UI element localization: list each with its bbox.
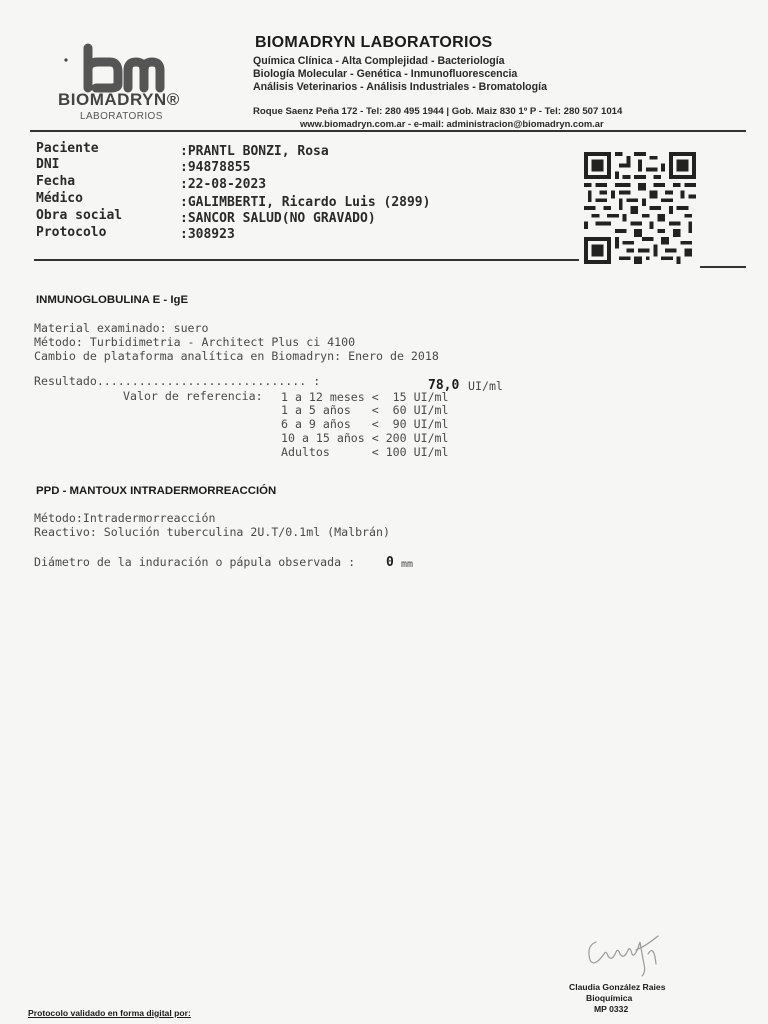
signer-license: MP 0332 [594,1004,629,1014]
dni-value: :94878855 [180,160,251,175]
ppd-diameter-unit: mm [401,559,414,570]
patient-value: :PRANTL BONZI, Rosa [180,144,329,159]
handwritten-signature [584,924,674,984]
ige-reference-title: Valor de referencia: [123,389,263,403]
ppd-diameter-label: Diámetro de la induración o pápula observada : [34,555,356,569]
ppd-method-line: Método:Intradermorreacción [34,511,216,525]
lab-name: BIOMADRYN LABORATORIOS [255,34,493,51]
ppd-section-title: PPD - MANTOUX INTRADERMORREACCIÓN [36,485,277,497]
services-line-3: Análisis Veterinarios - Análisis Industriales - Bromatología [253,81,547,93]
qr-code-icon [584,152,696,264]
doctor-label: Médico [36,191,83,206]
ige-material-line: Material examinado: suero [34,321,209,335]
patient-divider-short [700,266,746,268]
services-line-1: Química Clínica - Alta Complejidad - Bacteriología [253,55,505,67]
patient-divider [34,259,579,261]
dni-label: DNI [36,157,60,172]
logo-subtitle: LABORATORIOS [80,111,163,122]
doctor-value: :GALIMBERTI, Ricardo Luis (2899) [180,195,431,210]
ige-result-unit: UI/ml [468,379,503,393]
services-line-2: Biología Molecular - Genética - Inmunofluorescencia [253,68,518,80]
date-value: :22-08-2023 [180,177,267,192]
ige-result-value: 78,0 [428,378,460,393]
insurance-label: Obra social [36,208,123,223]
ige-reference-row: 6 a 9 años < 90 UI/ml [281,417,449,431]
ppd-diameter-value: 0 [386,555,394,570]
header-divider [30,130,746,132]
ige-method-line: Método: Turbidimetria - Architect Plus ci 4100 [34,335,356,349]
ige-section-title: INMUNOGLOBULINA E - IgE [36,294,189,306]
ige-platform-line: Cambio de plataforma analítica en Biomadryn: Enero de 2018 [34,349,439,363]
signer-name: Claudia González Raies [569,982,666,992]
insurance-value: :SANCOR SALUD(NO GRAVADO) [180,211,376,226]
ige-result-label: Resultado.............................. : [34,374,321,388]
protocol-label: Protocolo [36,225,107,240]
ige-reference-row: 1 a 12 meses < 15 UI/ml [281,390,449,404]
logo-wordmark: BIOMADRYN® [58,90,180,109]
patient-label: Paciente [36,141,99,156]
signer-title: Bioquímica [586,993,633,1003]
ige-reference-row: 1 a 5 años < 60 UI/ml [281,403,449,417]
ige-reference-row: 10 a 15 años < 200 UI/ml [281,431,449,445]
web-email-line: www.biomadryn.com.ar - e-mail: administracion@biomadryn.com.ar [300,118,604,129]
ige-reference-row: Adultos < 100 UI/ml [281,445,449,459]
protocol-value: :308923 [180,227,235,242]
address-line: Roque Saenz Peña 172 - Tel: 280 495 1944 | Gob. Maiz 830 1º P - Tel: 280 507 1014 [253,106,623,117]
date-label: Fecha [36,174,76,189]
ppd-reagent-line: Reactivo: Solución tuberculina 2U.T/0.1ml (Malbrán) [34,525,390,539]
validated-note: Protocolo validado en forma digital por: [28,1008,191,1018]
